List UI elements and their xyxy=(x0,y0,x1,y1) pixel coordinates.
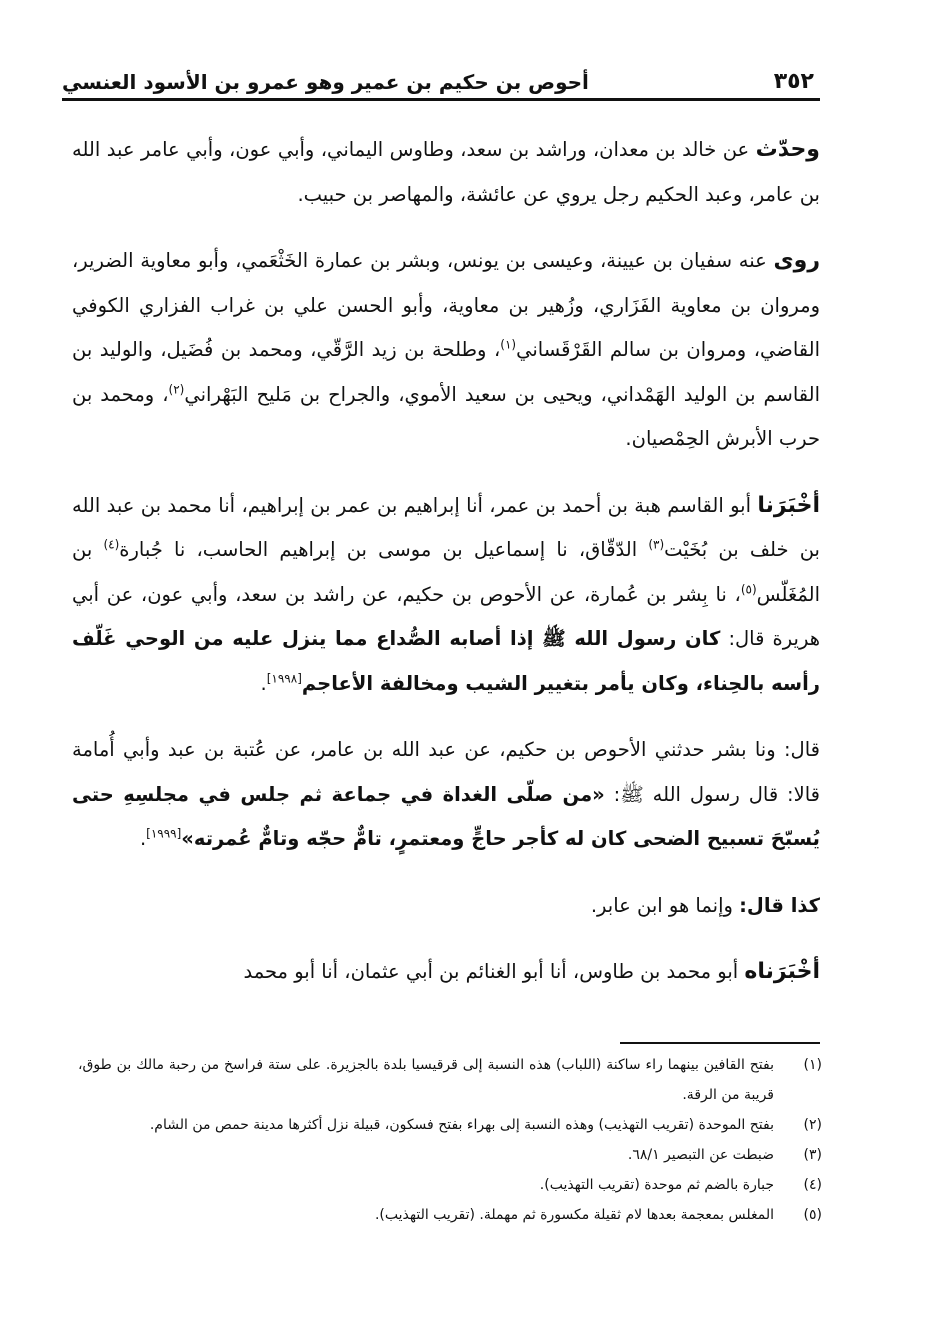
footnote-number: (٥) xyxy=(803,1207,822,1223)
main-text xyxy=(72,128,820,995)
footnote-ref-1[interactable]: (١) xyxy=(500,337,517,352)
paragraph-text: ، وطلحة بن زيد الرَّقّي، ومحمد بن فُضَيل، والوليد بن القاسم بن الوليد الهَمْداني، ويحيى بن سعيد الأموي، والجراح بن مَليح البَهْراني xyxy=(72,338,821,406)
hadith-matn: «من صلّى الغداة في جماعة ثم جلس في مجلسِهِ حتى يُسبّحَ تسبيح الضحى كان له كأجر حاجٍّ ومعتمرٍ، تامٌّ حجّه وتامٌّ عُمرته» xyxy=(72,782,820,850)
footnotes xyxy=(78,1050,822,1230)
full-stop: . xyxy=(260,671,267,695)
footnote-ref-2[interactable]: (٢) xyxy=(168,382,185,396)
full-stop: . xyxy=(139,827,147,850)
footnote-text: المغلس بمعجمة بعدها لام ثقيلة مكسورة ثم مهملة. (تقريب التهذيب). xyxy=(374,1207,774,1223)
running-title: أحوص بن حكيم بن عمير وهو عمرو بن الأسود العنسي xyxy=(62,70,589,94)
footnote-text: جبارة بالضم ثم موحدة (تقريب التهذيب). xyxy=(539,1177,774,1193)
footnote-text: بفتح القافين بينهما راء ساكنة (اللباب) هذه النسبة إلى قرقيسيا بلدة بالجزيرة. على ستة فراسخ من رحبة مالك بن طوق، قريبة من الرقة. xyxy=(78,1057,774,1103)
paragraph-note xyxy=(72,884,820,929)
paragraph-text: وإنما هو ابن عابر. xyxy=(590,893,740,917)
footnote xyxy=(78,1170,822,1200)
paragraph-narrated-from xyxy=(72,128,820,217)
paragraph-text: أبو محمد بن طاوس، أنا أبو الغنائم بن أبي عثمان، أنا أبو محمد xyxy=(243,960,745,983)
footnote-separator xyxy=(620,1042,820,1044)
footnote xyxy=(78,1140,822,1170)
paragraph-text: عنه سفيان بن عيينة، وعيسى بن يونس، وبشر بن عمارة الخَثْعَمي، وأبو معاوية الضرير، ومروان بن معاوية الفَزَاري، وزُهير بن معاوية، وأبو الحسن علي بن غراب الفزاري الكوفي القاضي، ومروان بن سالم القَرْقَساني xyxy=(72,249,820,361)
hadith-number: [١٩٩٨] xyxy=(266,671,302,685)
isnad-text: ، نا بِشر بن عُمارة، عن الأحوص بن حكيم، عن راشد بن سعد، وأبي عون، عن أبي هريرة قال: xyxy=(72,582,820,650)
paragraph-hadith-1998 xyxy=(72,484,820,707)
footnote xyxy=(78,1200,822,1230)
page-number: ٣٥٢ xyxy=(773,69,814,94)
footnote-text: ضبطت عن التبصير ٦٨/١. xyxy=(627,1147,774,1163)
paragraph-text: عن خالد بن معدان، وراشد بن سعد، وطاوس اليماني، وأبي عون، وأبي عامر عبد الله بن عامر، وعبد الحكيم رجل يروي عن عائشة، والمهاصر بن حبيب. xyxy=(72,138,820,206)
footnote-text: بفتح الموحدة (تقريب التهذيب) وهذه النسبة إلى بهراء بفتح فسكون، قبيلة نزل أكثرها مدينة حمص من الشام. xyxy=(149,1117,774,1133)
paragraph-narrators xyxy=(72,239,820,462)
paragraph-hadith-1999 xyxy=(72,728,820,862)
isnad-text: بن المُغَلّس xyxy=(72,538,820,606)
footnote-number: (١) xyxy=(803,1057,822,1073)
footnote-ref-5[interactable]: (٥) xyxy=(740,582,757,596)
lead-word: كذا قال: xyxy=(739,893,820,917)
paragraph-text: ، ومحمد بن حرب الأبرش الحِمْصيان. xyxy=(72,382,820,450)
footnote-number: (٤) xyxy=(803,1177,822,1193)
lead-word: روى xyxy=(773,248,820,273)
lead-word: أخْبَرَناه xyxy=(744,959,820,984)
lead-word: وحدّث xyxy=(755,137,820,162)
footnote-number: (٣) xyxy=(803,1147,822,1163)
paragraph-continued xyxy=(72,950,820,995)
lead-word: أخْبَرَنا xyxy=(757,492,820,518)
isnad-text: الدّقّاق، نا إسماعيل بن موسى بن إبراهيم الحاسب، نا جُبارة xyxy=(119,538,649,561)
footnote-number: (٢) xyxy=(803,1117,822,1133)
hadith-matn: كان رسول الله ﷺ إذا أصابه الصُّداع مما ينزل عليه من الوحي غَلّف رأسه بالحِناء، وكان يأمر بتغيير الشيب ومخالفة الأعاجم xyxy=(72,627,820,695)
isnad-text: أبو القاسم هبة بن أحمد بن عمر، أنا إبراهيم بن عمر بن إبراهيم، أنا محمد بن عبد الله بن خلف بن بُخَيْت xyxy=(72,493,820,561)
page-header xyxy=(62,58,820,101)
footnote-ref-4[interactable]: (٤) xyxy=(103,537,120,552)
footnote xyxy=(78,1110,822,1140)
footnote xyxy=(78,1050,822,1110)
hadith-number: [١٩٩٩] xyxy=(146,826,182,841)
footnote-ref-3[interactable]: (٣) xyxy=(648,537,665,552)
isnad-text: قال: ونا بشر حدثني الأحوص بن حكيم، عن عبد الله بن عامر، عن عُتبة بن عبد وأبي أُمامة قالا: قال رسول الله ﷺ: xyxy=(72,738,820,806)
